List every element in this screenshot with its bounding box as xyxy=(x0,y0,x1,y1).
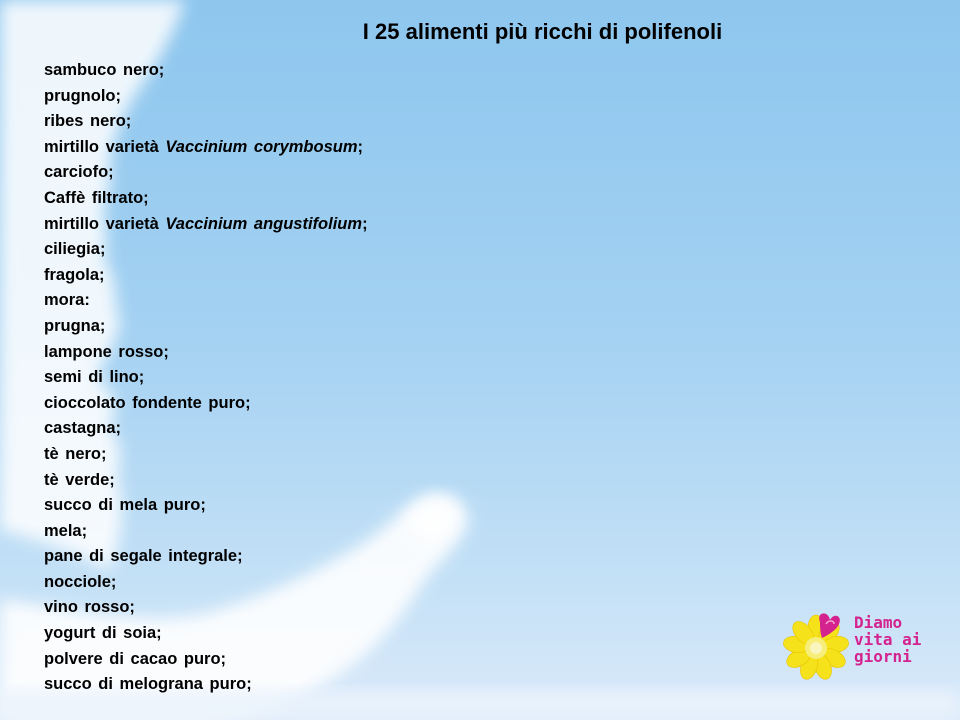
list-item: vino rosso; xyxy=(44,598,135,617)
list-item: prugnolo; xyxy=(44,86,121,105)
polyphenol-food-list xyxy=(44,58,368,698)
list-item: yogurt di soia; xyxy=(44,624,162,643)
list-item: succo di mela puro; xyxy=(44,496,206,515)
list-item: ribes nero; xyxy=(44,112,132,131)
list-item: tè verde; xyxy=(44,470,115,489)
logo-line-3: giorni xyxy=(854,647,912,666)
list-item: ciliegia; xyxy=(44,240,106,259)
list-item: Caffè filtrato; xyxy=(44,188,149,207)
list-item: prugna; xyxy=(44,316,106,335)
list-item: pane di segale integrale; xyxy=(44,547,243,566)
list-item: fragola; xyxy=(44,265,105,284)
brand-logo xyxy=(780,610,930,680)
list-item: mirtillo varietà Vaccinium angustifolium; xyxy=(44,214,368,233)
list-item: lampone rosso; xyxy=(44,342,169,361)
list-item: castagna; xyxy=(44,419,122,438)
list-item: mora: xyxy=(44,291,90,310)
list-item: polvere di cacao puro; xyxy=(44,649,227,668)
list-item: semi di lino; xyxy=(44,368,145,387)
list-item: tè nero; xyxy=(44,444,107,463)
list-item: nocciole; xyxy=(44,572,117,591)
list-item: mirtillo varietà Vaccinium corymbosum; xyxy=(44,137,364,156)
flower-logo-icon xyxy=(780,610,854,680)
logo-line-2: vita ai xyxy=(854,630,922,649)
slide-title: I 25 alimenti più ricchi di polifenoli xyxy=(362,19,723,44)
list-item: succo di melograna puro; xyxy=(44,675,252,694)
list-item: mela; xyxy=(44,521,88,540)
list-item: carciofo; xyxy=(44,163,114,182)
list-item: cioccolato fondente puro; xyxy=(44,393,251,412)
logo-line-1: Diamo xyxy=(854,613,903,632)
list-item: sambuco nero; xyxy=(44,61,165,79)
